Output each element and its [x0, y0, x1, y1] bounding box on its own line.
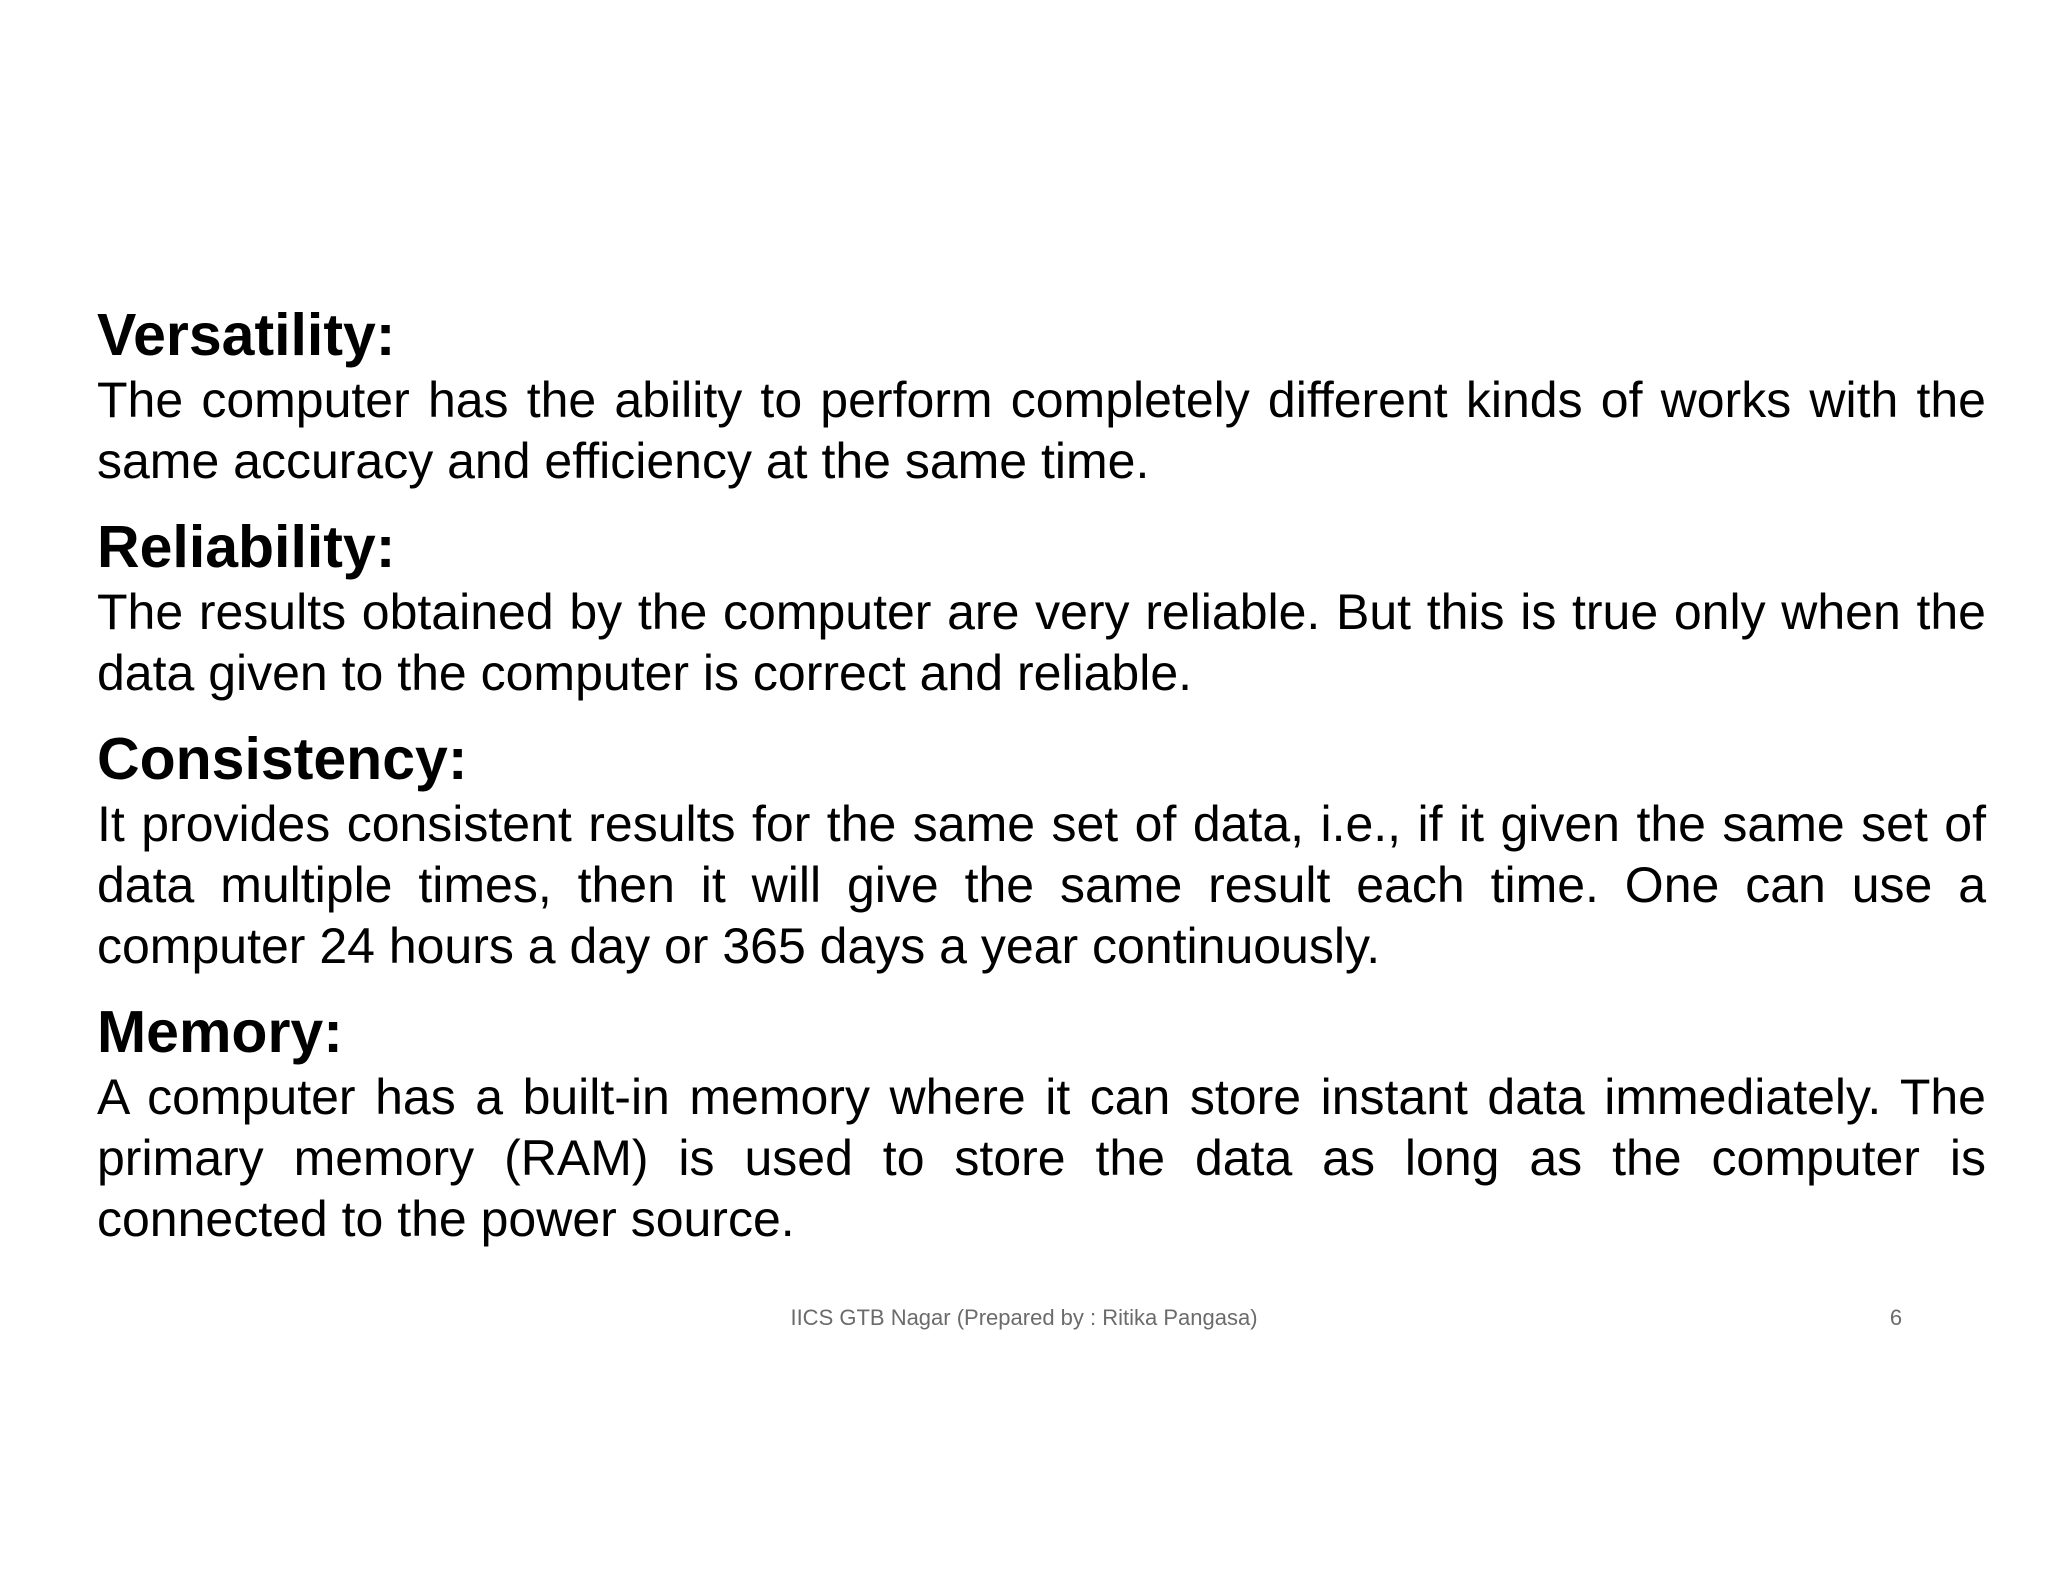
section-heading: Consistency:	[97, 726, 468, 792]
section-reliability	[97, 512, 1986, 704]
section-body: The results obtained by the computer are very reliable. But this is true only when the data given to the computer is correct and reliable.	[97, 584, 1986, 701]
section-body: A computer has a built-in memory where it can store instant data immediately. The primary memory (RAM) is used to store the data as long as the computer is connected to the power source.	[97, 1069, 1986, 1247]
section-memory	[97, 997, 1986, 1250]
section-versatility	[97, 300, 1986, 492]
section-heading: Memory:	[97, 999, 343, 1065]
section-body: The computer has the ability to perform completely different kinds of works with the same accuracy and efficiency at the same time.	[97, 372, 1986, 489]
section-consistency	[97, 724, 1986, 977]
section-body: It provides consistent results for the same set of data, i.e., if it given the same set of data multiple times, then it will give the same result each time. One can use a computer 24 hours a day or 365 days a year continuously.	[97, 796, 1986, 974]
slide-content	[97, 300, 1986, 1250]
section-heading: Versatility:	[97, 302, 396, 368]
page-number: 6	[1889, 1305, 1903, 1330]
section-heading: Reliability:	[97, 514, 396, 580]
slide-footer: IICS GTB Nagar (Prepared by : Ritika Pangasa)	[790, 1305, 1258, 1330]
